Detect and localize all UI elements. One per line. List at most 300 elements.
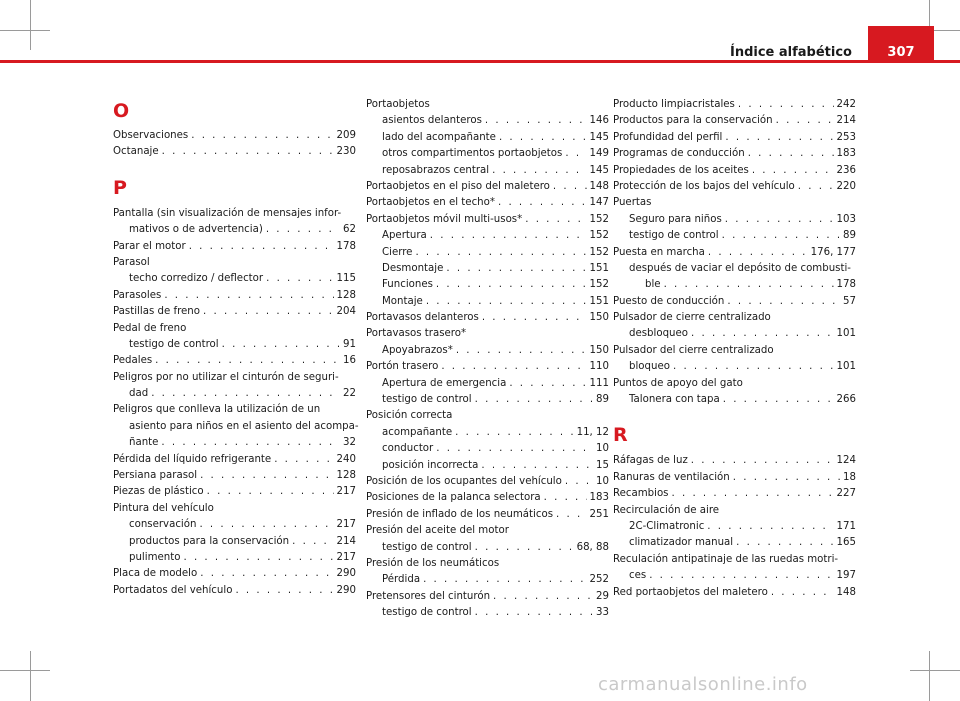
dot-leader <box>455 425 573 441</box>
entry-term: Apertura <box>382 230 427 242</box>
index-heading: después de vaciar el depósito de combusti- <box>629 262 851 274</box>
entry-term: Montaje <box>382 295 423 307</box>
index-heading: Presión del aceite del motor <box>366 525 509 537</box>
index-heading: Peligros que conlleva la utilización de un <box>113 404 321 416</box>
dot-leader <box>707 519 833 535</box>
index-subentry <box>366 113 609 129</box>
entry-page-ref: 10 <box>596 443 609 455</box>
index-subentry <box>613 535 856 551</box>
index-subentry <box>613 392 856 408</box>
index-entry <box>113 304 356 320</box>
index-entry <box>113 128 356 144</box>
index-subentry <box>113 534 356 550</box>
index-subentry <box>113 550 356 566</box>
dot-leader <box>183 550 333 566</box>
index-entry <box>366 507 609 523</box>
dot-leader <box>475 392 593 408</box>
entry-term: Portón trasero <box>366 361 439 373</box>
entry-page-ref: 101 <box>836 361 856 373</box>
entry-page-ref: 183 <box>836 148 856 160</box>
index-subentry <box>613 212 856 228</box>
index-heading: Pulsador de cierre centralizado <box>613 312 771 324</box>
entry-term: bloqueo <box>629 361 670 373</box>
dot-leader <box>292 534 333 550</box>
entry-term: techo corredizo / deflector <box>129 273 264 285</box>
entry-page-ref: 147 <box>589 197 609 209</box>
entry-page-ref: 32 <box>343 437 356 449</box>
entry-term: asientos delanteros <box>382 115 482 127</box>
index-heading: Presión de los neumáticos <box>366 557 500 569</box>
entry-page-ref: 236 <box>836 164 856 176</box>
entry-page-ref: 11, 12 <box>576 426 609 438</box>
index-heading: asiento para niños en el asiento del acompa- <box>129 420 359 432</box>
entry-term: Cierre <box>382 246 413 258</box>
entry-term: desbloqueo <box>629 328 688 340</box>
index-subentry <box>613 568 856 584</box>
entry-page-ref: 171 <box>836 520 856 532</box>
dot-leader <box>664 277 834 293</box>
entry-term: Portaobjetos en el piso del maletero <box>366 180 550 192</box>
index-heading: Pintura del vehículo <box>113 502 214 514</box>
dot-leader <box>738 97 834 113</box>
dot-leader <box>430 228 587 244</box>
page-number: 307 <box>887 45 915 60</box>
entry-page-ref: 209 <box>336 130 356 141</box>
dot-leader <box>482 310 587 326</box>
index-entry <box>113 353 356 369</box>
entry-term: Persiana parasol <box>113 470 198 482</box>
entry-term: dad <box>129 388 149 400</box>
entry-term: Pérdida del líquido refrigerante <box>113 453 272 465</box>
entry-page-ref: 266 <box>836 394 856 406</box>
entry-term: Presión de inflado de los neumáticos <box>366 508 554 520</box>
index-subentry <box>366 343 609 359</box>
entry-page-ref: 152 <box>589 230 609 242</box>
entry-term: ñante <box>129 437 159 449</box>
index-entry <box>613 130 856 146</box>
index-subentry <box>366 277 609 293</box>
entry-page-ref: 151 <box>589 295 609 307</box>
entry-term: Funciones <box>382 279 433 291</box>
index-subentry <box>613 359 856 375</box>
entry-page-ref: 115 <box>336 273 356 285</box>
entry-term: pulimento <box>129 551 181 563</box>
entry-page-ref: 251 <box>589 508 609 520</box>
index-entry <box>366 310 609 326</box>
dot-leader <box>189 239 334 255</box>
dot-leader <box>649 568 833 584</box>
entry-page-ref: 10 <box>596 475 609 487</box>
entry-term: Ranuras de ventilación <box>613 471 730 483</box>
crop-mark <box>0 30 50 31</box>
index-entry <box>613 113 856 129</box>
entry-page-ref: 128 <box>336 289 356 301</box>
entry-term: testigo de control <box>629 230 719 242</box>
crop-mark <box>30 0 31 50</box>
entry-page-ref: 240 <box>336 453 356 465</box>
index-subentry <box>366 572 609 588</box>
dot-leader <box>155 353 340 369</box>
entry-page-ref: 145 <box>589 131 609 143</box>
entry-page-ref: 89 <box>843 230 856 242</box>
dot-leader <box>426 294 587 310</box>
index-heading: Pedal de freno <box>113 322 187 334</box>
entry-page-ref: 145 <box>589 164 609 176</box>
page-title: Índice alfabético <box>730 45 852 60</box>
entry-page-ref: 22 <box>343 388 356 400</box>
entry-page-ref: 220 <box>836 180 856 192</box>
index-subentry <box>366 245 609 261</box>
index-heading: Posición correcta <box>366 410 453 422</box>
index-subentry <box>113 271 356 287</box>
entry-term: ces <box>629 570 647 582</box>
index-entry <box>613 453 856 469</box>
dot-leader <box>722 228 840 244</box>
dot-leader <box>266 271 333 287</box>
entry-term: Producto limpiacristales <box>613 99 735 110</box>
index-heading: Puntos de apoyo del gato <box>613 377 743 389</box>
entry-term: otros compartimentos portaobjetos <box>382 148 563 160</box>
entry-page-ref: 89 <box>596 394 609 406</box>
entry-term: conservación <box>129 519 197 531</box>
entry-page-ref: 204 <box>336 306 356 318</box>
entry-term: Parasoles <box>113 289 162 301</box>
index-entry <box>113 452 356 468</box>
entry-page-ref: 183 <box>589 492 609 504</box>
index-heading: Parasol <box>113 256 150 268</box>
index-entry <box>613 163 856 179</box>
crop-mark <box>929 651 930 701</box>
dot-leader <box>164 288 333 304</box>
dot-leader <box>727 294 840 310</box>
entry-page-ref: 152 <box>589 213 609 225</box>
dot-leader <box>672 486 834 502</box>
entry-term: lado del acompañante <box>382 131 496 143</box>
entry-term: Observaciones <box>113 130 189 141</box>
index-subentry <box>366 261 609 277</box>
entry-term: Posición de los ocupantes del vehículo <box>366 475 562 487</box>
index-entry <box>613 245 856 261</box>
index-entry <box>366 589 609 605</box>
dot-leader <box>673 359 834 375</box>
entry-page-ref: 148 <box>836 586 856 598</box>
entry-page-ref: 253 <box>836 131 856 143</box>
dot-leader <box>436 277 587 293</box>
entry-page-ref: 197 <box>836 570 856 582</box>
index-entry <box>613 146 856 162</box>
dot-leader <box>723 392 834 408</box>
index-subentry <box>366 130 609 146</box>
dot-leader <box>565 146 586 162</box>
dot-leader <box>475 605 593 621</box>
index-entry <box>113 288 356 304</box>
index-subentry <box>613 277 856 293</box>
crop-mark <box>30 651 31 701</box>
index-subentry <box>366 376 609 392</box>
dot-leader <box>565 474 593 490</box>
entry-term: Programas de conducción <box>613 148 745 160</box>
index-entry <box>113 239 356 255</box>
entry-term: testigo de control <box>382 607 472 619</box>
dot-leader <box>771 585 834 601</box>
entry-term: Portavasos delanteros <box>366 312 479 324</box>
dot-leader <box>162 144 334 160</box>
index-column-1 <box>113 96 359 599</box>
entry-term: ble <box>645 279 661 291</box>
dot-leader <box>725 130 833 146</box>
dot-leader <box>191 128 333 144</box>
dot-leader <box>725 212 834 228</box>
index-subentry <box>366 228 609 244</box>
dot-leader <box>415 245 586 261</box>
entry-term: Desmontaje <box>382 262 444 274</box>
entry-term: Apoyabrazos* <box>382 344 453 356</box>
index-heading: Puertas <box>613 197 652 209</box>
entry-page-ref: 178 <box>336 240 356 252</box>
crop-mark <box>910 670 960 671</box>
dot-leader <box>266 222 340 238</box>
dot-leader <box>708 245 808 261</box>
entry-page-ref: 33 <box>596 607 609 619</box>
index-subentry <box>366 294 609 310</box>
dot-leader <box>492 163 586 179</box>
index-subentry <box>366 458 609 474</box>
entry-term: testigo de control <box>382 394 472 406</box>
index-subentry <box>113 386 356 402</box>
index-subentry <box>113 222 356 238</box>
entry-term: Pretensores del cinturón <box>366 590 491 602</box>
entry-term: Recambios <box>613 488 669 500</box>
entry-term: Parar el motor <box>113 240 186 252</box>
crop-mark <box>0 670 50 671</box>
entry-page-ref: 165 <box>836 537 856 549</box>
index-column-2 <box>366 97 609 622</box>
index-heading: Portavasos trasero* <box>366 328 467 340</box>
index-subentry <box>366 392 609 408</box>
entry-term: climatizador manual <box>629 537 734 549</box>
index-entry <box>366 474 609 490</box>
dot-leader <box>544 490 587 506</box>
entry-term: Protección de los bajos del vehículo <box>613 180 795 192</box>
entry-term: Propiedades de los aceites <box>613 164 749 176</box>
dot-leader <box>436 441 593 457</box>
entry-term: Talonera con tapa <box>629 394 720 406</box>
index-subentry <box>366 540 609 556</box>
index-entry <box>366 179 609 195</box>
entry-page-ref: 227 <box>836 488 856 500</box>
entry-page-ref: 242 <box>836 99 856 110</box>
index-subentry <box>613 519 856 535</box>
entry-term: Posiciones de la palanca selectora <box>366 492 541 504</box>
dot-leader <box>423 572 586 588</box>
index-subentry <box>113 337 356 353</box>
index-heading: Pulsador del cierre centralizado <box>613 344 774 356</box>
dot-leader <box>475 540 574 556</box>
index-subentry <box>613 326 856 342</box>
dot-leader <box>556 507 587 523</box>
dot-leader <box>553 179 587 195</box>
entry-term: Seguro para niños <box>629 213 722 225</box>
dot-leader <box>485 113 587 129</box>
dot-leader <box>498 195 587 211</box>
entry-page-ref: 214 <box>836 115 856 127</box>
dot-leader <box>736 535 833 551</box>
dot-leader <box>733 470 840 486</box>
entry-term: 2C-Climatronic <box>629 520 705 532</box>
entry-term: Ráfagas de luz <box>613 455 688 467</box>
entry-page-ref: 146 <box>589 115 609 127</box>
entry-term: Pedales <box>113 355 153 367</box>
entry-term: Portaobjetos móvil multi-usos* <box>366 213 523 225</box>
entry-term: Octanaje <box>113 146 159 158</box>
entry-page-ref: 57 <box>843 295 856 307</box>
entry-page-ref: 128 <box>336 470 356 482</box>
entry-page-ref: 217 <box>336 519 356 531</box>
entry-page-ref: 18 <box>843 471 856 483</box>
entry-page-ref: 68, 88 <box>576 541 609 553</box>
dot-leader <box>752 163 834 179</box>
index-subentry <box>366 146 609 162</box>
index-entry <box>613 585 856 601</box>
entry-term: Pérdida <box>382 574 421 586</box>
entry-term: Productos para la conservación <box>613 115 773 127</box>
entry-page-ref: 217 <box>336 551 356 563</box>
section-letter: P <box>113 176 127 199</box>
index-entry <box>366 490 609 506</box>
section-letter: R <box>613 424 628 447</box>
entry-page-ref: 16 <box>343 355 356 367</box>
entry-term: Piezas de plástico <box>113 486 204 498</box>
entry-page-ref: 149 <box>589 148 609 160</box>
index-entry <box>613 179 856 195</box>
entry-term: Puesto de conducción <box>613 295 725 307</box>
entry-page-ref: 214 <box>336 535 356 547</box>
index-entry <box>366 359 609 375</box>
dot-leader <box>207 484 334 500</box>
dot-leader <box>199 517 333 533</box>
entry-term: Placa de modelo <box>113 568 198 580</box>
dot-leader <box>691 326 834 342</box>
entry-page-ref: 230 <box>336 146 356 158</box>
index-column-3 <box>613 97 856 601</box>
watermark: carmanualsonline.info <box>598 674 808 695</box>
entry-page-ref: 252 <box>589 574 609 586</box>
entry-page-ref: 151 <box>589 262 609 274</box>
entry-page-ref: 15 <box>596 459 609 471</box>
dot-leader <box>161 435 340 451</box>
entry-page-ref: 152 <box>589 246 609 258</box>
dot-leader <box>499 130 587 146</box>
index-entry <box>113 566 356 582</box>
dot-leader <box>222 337 340 353</box>
index-heading: Portaobjetos <box>366 99 430 110</box>
dot-leader <box>446 261 586 277</box>
dot-leader <box>776 113 834 129</box>
index-entry <box>613 294 856 310</box>
entry-page-ref: 150 <box>589 312 609 324</box>
section-letter: O <box>113 100 130 122</box>
entry-term: Puesta en marcha <box>613 246 705 258</box>
dot-leader <box>200 468 333 484</box>
entry-term: Apertura de emergencia <box>382 377 507 389</box>
dot-leader <box>441 359 586 375</box>
index-subentry <box>366 441 609 457</box>
entry-page-ref: 178 <box>836 279 856 291</box>
index-entry <box>113 144 356 160</box>
entry-page-ref: 124 <box>836 455 856 467</box>
index-entry <box>613 470 856 486</box>
entry-page-ref: 103 <box>836 213 856 225</box>
index-heading: Pantalla (sin visualización de mensajes infor- <box>113 207 342 219</box>
entry-page-ref: 110 <box>589 361 609 373</box>
entry-term: acompañante <box>382 426 453 438</box>
entry-page-ref: 152 <box>589 279 609 291</box>
index-entry <box>366 212 609 228</box>
dot-leader <box>798 179 834 195</box>
index-heading: Reculación antipatinaje de las ruedas motri- <box>613 553 839 565</box>
dot-leader <box>493 589 593 605</box>
index-heading: Peligros por no utilizar el cinturón de seguri- <box>113 371 339 383</box>
entry-page-ref: 29 <box>596 590 609 602</box>
dot-leader <box>748 146 834 162</box>
entry-term: conductor <box>382 443 434 455</box>
entry-page-ref: 290 <box>336 568 356 580</box>
dot-leader <box>525 212 586 228</box>
entry-page-ref: 101 <box>836 328 856 340</box>
dot-leader <box>691 453 834 469</box>
dot-leader <box>509 376 586 392</box>
entry-term: mativos o de advertencia) <box>129 224 263 236</box>
index-heading: Recirculación de aire <box>613 504 720 516</box>
index-subentry <box>613 228 856 244</box>
entry-term: Pastillas de freno <box>113 306 200 318</box>
entry-term: testigo de control <box>382 541 472 553</box>
index-subentry <box>113 435 356 451</box>
entry-term: Profundidad del perfil <box>613 131 723 143</box>
entry-term: Red portaobjetos del maletero <box>613 586 768 598</box>
index-entry <box>613 97 856 113</box>
entry-term: productos para la conservación <box>129 535 290 547</box>
entry-page-ref: 111 <box>589 377 609 389</box>
index-subentry <box>366 605 609 621</box>
dot-leader <box>203 304 334 320</box>
entry-page-ref: 217 <box>336 486 356 498</box>
entry-page-ref: 290 <box>336 584 356 596</box>
entry-term: posición incorrecta <box>382 459 479 471</box>
dot-leader <box>456 343 587 359</box>
index-subentry <box>113 517 356 533</box>
entry-term: Portaobjetos en el techo* <box>366 197 495 209</box>
index-entry <box>113 468 356 484</box>
dot-leader <box>151 386 340 402</box>
index-subentry <box>366 163 609 179</box>
dot-leader <box>481 458 593 474</box>
index-entry <box>113 583 356 599</box>
entry-page-ref: 176, 177 <box>810 246 856 258</box>
dot-leader <box>235 583 333 599</box>
index-entry <box>613 486 856 502</box>
entry-page-ref: 150 <box>589 344 609 356</box>
index-entry <box>113 484 356 500</box>
index-entry <box>366 195 609 211</box>
entry-term: testigo de control <box>129 338 219 350</box>
entry-term: reposabrazos central <box>382 164 490 176</box>
entry-page-ref: 148 <box>589 180 609 192</box>
dot-leader <box>274 452 333 468</box>
dot-leader <box>200 566 333 582</box>
index-subentry <box>366 425 609 441</box>
entry-page-ref: 62 <box>343 224 356 236</box>
